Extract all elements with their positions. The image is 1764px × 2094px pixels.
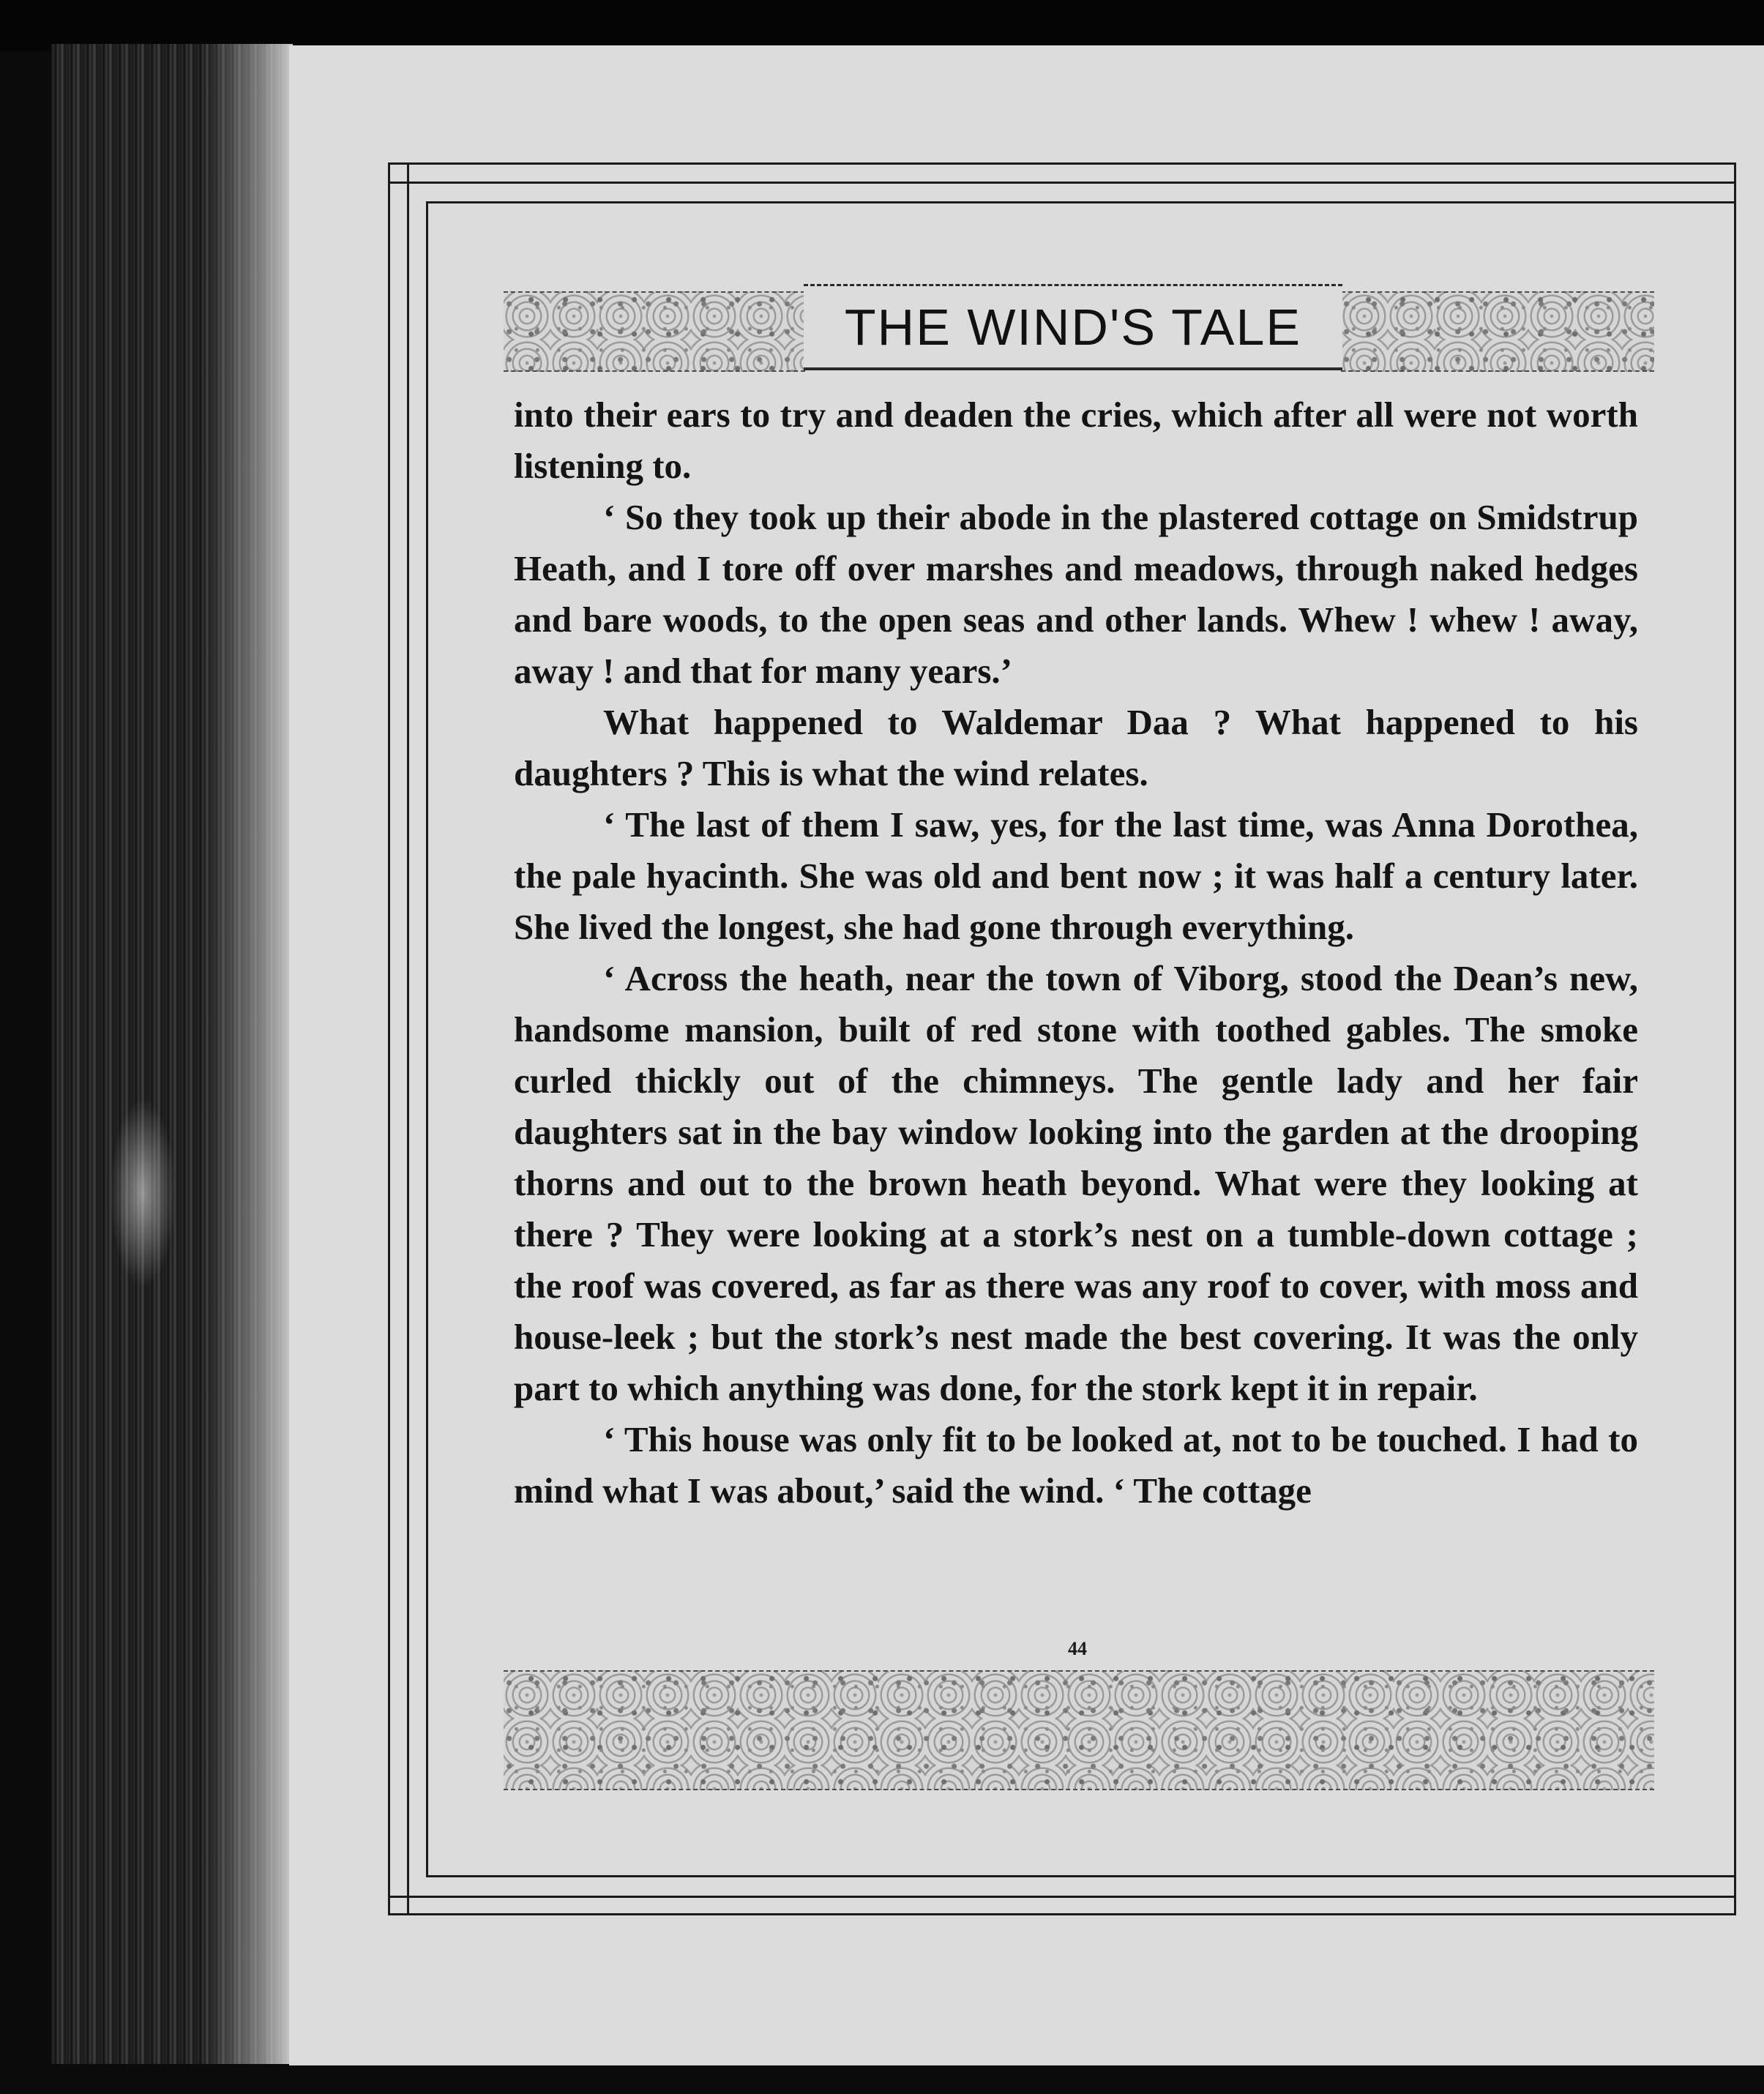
header-title-box bbox=[804, 284, 1342, 370]
frame-rule-top bbox=[388, 182, 1736, 184]
binding-glare bbox=[110, 1098, 176, 1288]
frame-rule-left bbox=[407, 162, 409, 1915]
running-head-title: THE WIND'S TALE bbox=[844, 298, 1302, 356]
header-ornament-left bbox=[504, 291, 805, 372]
body-text bbox=[514, 389, 1638, 1517]
footer-ornament bbox=[504, 1670, 1654, 1790]
paragraph-4: ‘ The last of them I saw, yes, for the last time, was Anna Dorothea, the pale hyacinth. She was old and bent now ; it was half a century later. She lived the longest, she had gone through everything. bbox=[514, 804, 1638, 947]
page-number: 44 bbox=[1068, 1638, 1087, 1659]
paragraph-2: ‘ So they took up their abode in the plastered cottage on Smidstrup Heath, and I tore off over marshes and meadows, through naked hedges and bare woods, to the open seas and other lands. Whew ! whew ! away, away ! and that for many years.’ bbox=[514, 497, 1638, 691]
book-page-edges bbox=[51, 44, 293, 2064]
paragraph-5: ‘ Across the heath, near the town of Viborg, stood the Dean’s new, handsome mansion, built of red stone with toothed gables. The smoke curled thickly out of the chimneys. The gentle lady and her fair daughters sat in the bay window looking into the garden at the drooping thorns and out to the brown heath beyond. What were they looking at there ? They were looking at a stork’s nest on a tumble-down cottage ; the roof was covered, as far as there was any roof to cover, with moss and house-leek ; but the stork’s nest made the best covering. It was the only part to which anything was done, for the stork kept it in repair. bbox=[514, 958, 1638, 1408]
paragraph-1: into their ears to try and deaden the cries, which after all were not worth listening to. bbox=[514, 395, 1638, 486]
frame-rule-bottom bbox=[388, 1896, 1736, 1898]
header-ornament-right bbox=[1341, 291, 1654, 372]
paragraph-3: What happened to Waldemar Daa ? What happened to his daughters ? This is what the wind relates. bbox=[514, 702, 1638, 793]
paragraph-6: ‘ This house was only fit to be looked at, not to be touched. I had to mind what I was about,’ said the wind. ‘ The cottage bbox=[514, 1419, 1638, 1511]
